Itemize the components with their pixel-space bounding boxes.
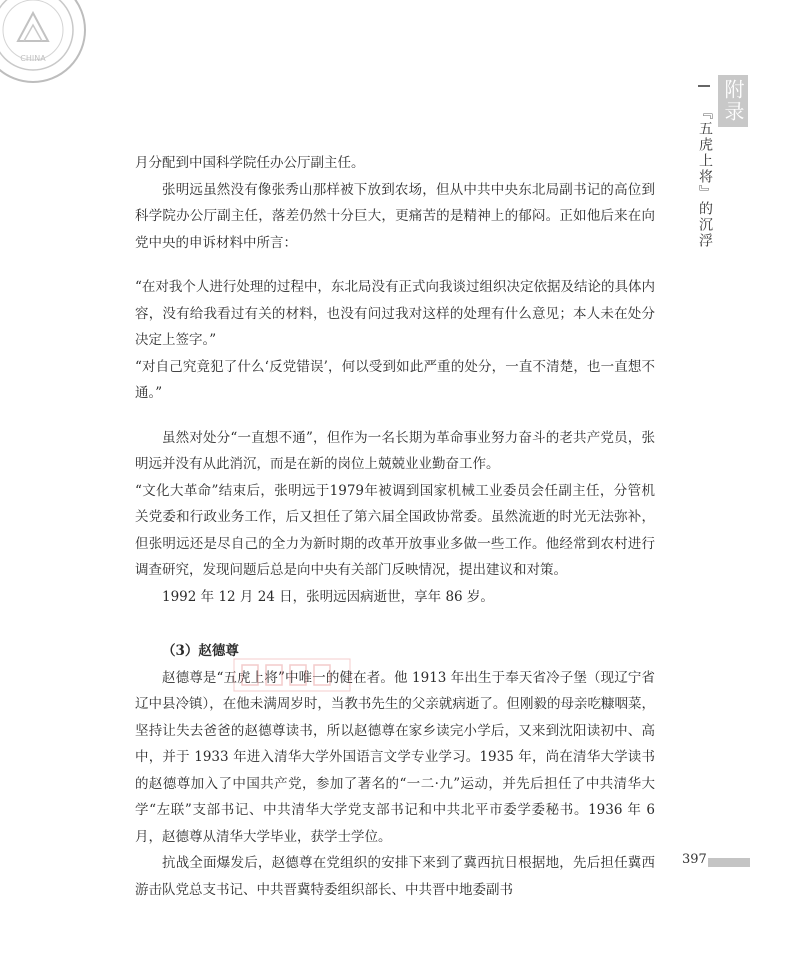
chapter-side-title: 『五虎上将』的沉浮 <box>697 105 713 249</box>
paragraph: 赵德尊是“五虎上将”中唯一的健在者。他 1913 年出生于奉天省冷子堡（现辽宁省辽中县冷镇），在他未满周岁时，当教书先生的父亲就病逝了。但刚毅的母亲吃糠咽菜，坚持让失去爸爸的赵德尊读书，所以赵德尊在家乡读完小学后，又来到沈阳读初中、高中，并于 1933 年进入清华大学外国语言文学专业学习。1935 年，尚在清华大学读书的赵德尊加入了中国共产党，参加了著名的“一二·九”运动，并先后担任了中共清华大学“左联”支部书记、中共清华大学党支部书记和中共北平市委学委秘书。1936 年 6 月，赵德尊从清华大学毕业，获学士学位。 <box>135 669 655 845</box>
page-number-bar <box>708 858 750 867</box>
paragraph: “文化大革命”结束后，张明远于1979年被调到国家机械工业委员会任副主任，分管机关党委和行政业务工作，后又担任了第六届全国政协常委。虽然流逝的时光无法弥补，但张明远还是尽自己的全力为新时期的改革开放事业多做一些工作。他经常到农村进行调查研究，发现问题后总是向中央有关部门反映情况，提出建议和对策。 <box>135 482 655 578</box>
page-body <box>135 150 655 903</box>
svg-text:CHINA: CHINA <box>20 54 46 63</box>
paragraph: 月分配到中国科学院任办公厅副主任。 <box>135 155 365 171</box>
paragraph: 抗战全面爆发后，赵德尊在党组织的安排下来到了冀西抗日根据地，先后担任冀西游击队党总支书记、中共晋冀特委组织部长、中共晋中地委副书 <box>135 855 655 898</box>
paragraph: 1992 年 12 月 24 日，张明远因病逝世，享年 86 岁。 <box>162 588 494 605</box>
block-quote <box>135 274 655 407</box>
watermark-logo <box>232 655 352 695</box>
paragraph: 张明远虽然没有像张秀山那样被下放到农场，但从中共中央东北局副书记的高位到科学院办公厅副主任，落差仍然十分巨大，更痛苦的是精神上的郁闷。正如他后来在向党中央的申诉材料中所言： <box>135 181 655 251</box>
library-seal-logo <box>0 0 88 85</box>
quote-paragraph: “对自己究竟犯了什么‘反党错误’，何以受到如此严重的处分，一直不清楚，也一直想不通。” <box>135 358 655 401</box>
paragraph: 虽然对处分“一直想不通”，但作为一名长期为革命事业努力奋斗的老共产党员，张明远并没有从此消沉，而是在新的岗位上兢兢业业勤奋工作。 <box>135 429 655 472</box>
quote-paragraph: “在对我个人进行处理的过程中，东北局没有正式向我谈过组织决定依据及结论的具体内容，没有给我看过有关的材料，也没有问过我对这样的处理有什么意见；本人未在处分决定上签字。” <box>135 279 655 348</box>
side-dash <box>698 85 710 87</box>
appendix-tab: 附录 <box>718 75 748 127</box>
page-number: 397 <box>682 852 707 867</box>
section-subheading: （3）赵德尊 <box>162 643 239 659</box>
